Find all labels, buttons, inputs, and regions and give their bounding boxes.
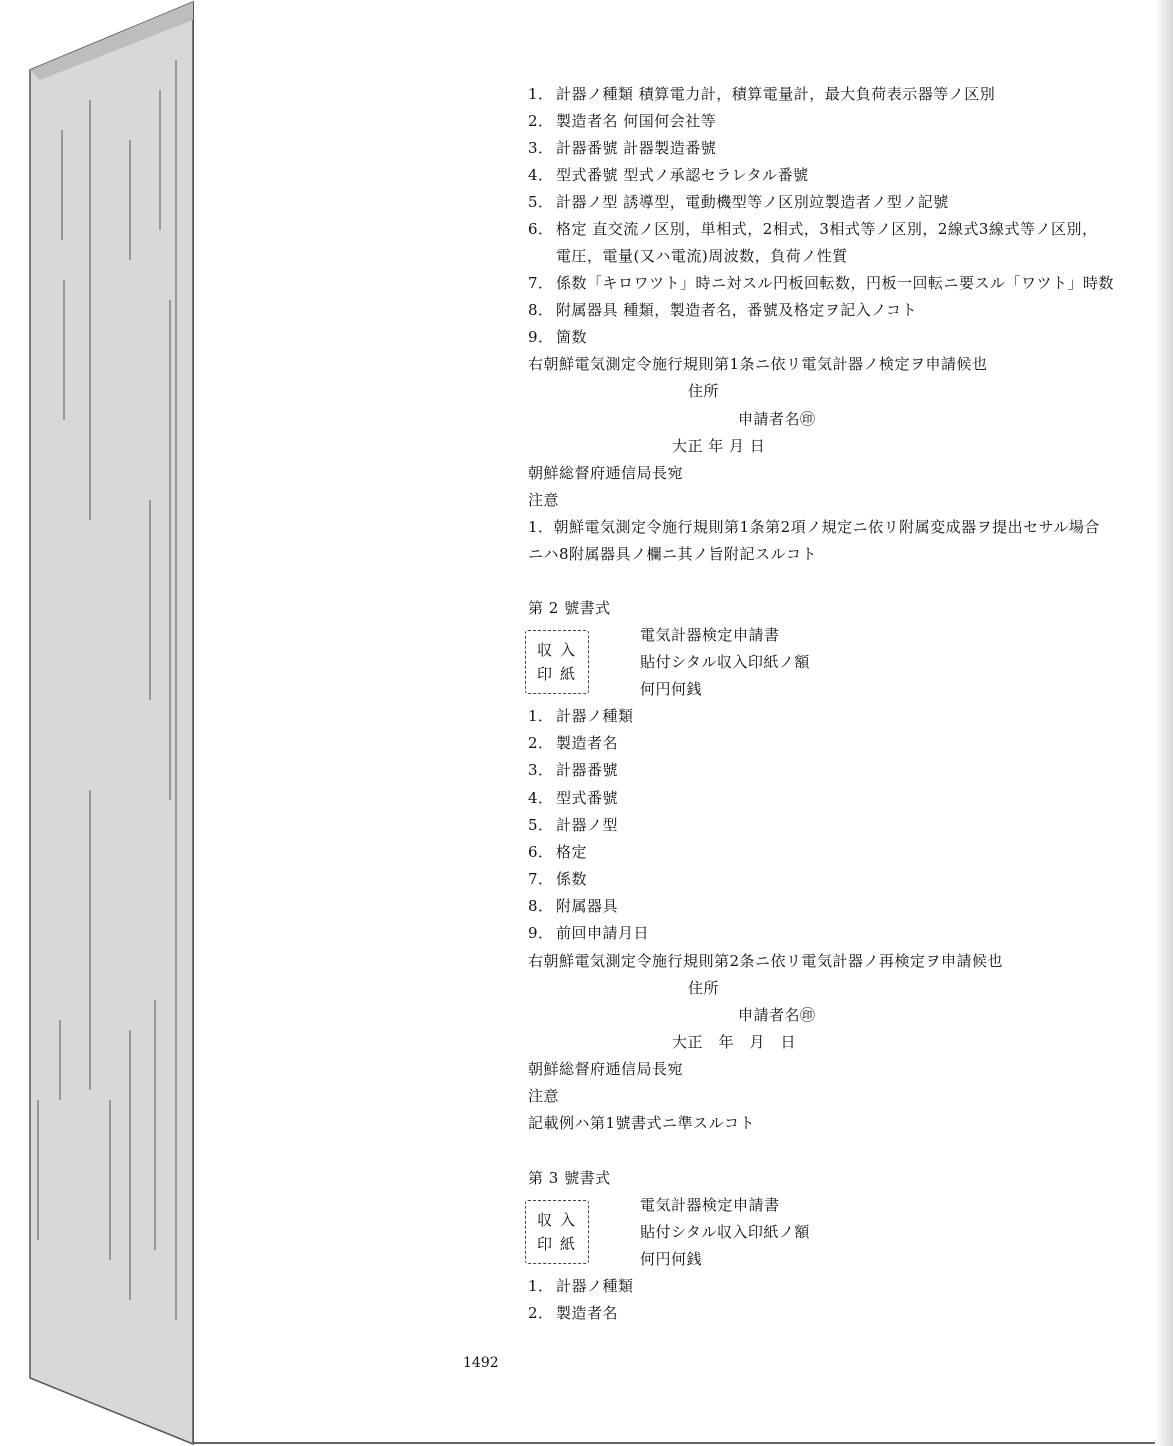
s1-item-8: 8． 附属器具 種類，製造者名，番號及格定ヲ記入ノコト [528,301,918,319]
s2-item-4: 4． 型式番號 [528,789,619,807]
stamp-line-2: 印紙 [536,1235,583,1253]
stamp-line-1: 収入 [536,641,583,659]
s2-title: 電気計器検定申請書 [640,626,780,644]
s3-fee-label: 貼付シタル収入印紙ノ額 [640,1223,810,1241]
s1-declaration: 右朝鮮電気測定令施行規則第1条ニ依リ電気計器ノ検定ヲ申請候也 [528,355,988,373]
book-spine-edge [0,0,200,1446]
s2-item-7: 7． 係数 [528,870,588,888]
s1-item-6-cont: 電圧，電量(又ハ電流)周波数，負荷ノ性質 [556,247,848,265]
s2-addressee: 朝鮮総督府逓信局長宛 [528,1060,684,1078]
s2-item-5: 5． 計器ノ型 [528,816,619,834]
page-number: 1492 [463,1355,499,1371]
s3-title: 電気計器検定申請書 [640,1196,780,1214]
s2-item-9: 9． 前回申請月日 [528,924,650,942]
s1-item-2: 2． 製造者名 何国何会社等 [528,112,717,130]
s2-note-label: 注意 [528,1087,560,1105]
s2-item-1: 1． 計器ノ種類 [528,707,634,725]
s1-item-3: 3． 計器番號 計器製造番號 [528,139,717,157]
s1-address: 住所 [688,382,720,400]
s3-item-1: 1． 計器ノ種類 [528,1277,634,1295]
s2-date: 大正 年 月 日 [672,1033,797,1051]
s2-item-8: 8． 附属器具 [528,897,619,915]
s1-item-9: 9． 箇数 [528,328,588,346]
s2-item-6: 6． 格定 [528,843,588,861]
stamp-line-1: 収入 [536,1211,583,1229]
s1-date: 大正 年 月 日 [672,437,766,455]
s2-item-2: 2． 製造者名 [528,734,619,752]
s2-item-3: 3． 計器番號 [528,761,619,779]
s1-applicant: 申請者名㊞ [738,410,816,428]
s1-addressee: 朝鮮総督府逓信局長宛 [528,464,684,482]
s1-item-6: 6． 格定 直交流ノ区別，単相式，2相式，3相式等ノ区別，2線式3線式等ノ区別， [528,220,1098,238]
s3-item-2: 2． 製造者名 [528,1304,619,1322]
s3-heading: 第 3 號書式 [528,1169,611,1187]
s2-fee-label: 貼付シタル収入印紙ノ額 [640,653,810,671]
s2-heading: 第 2 號書式 [528,599,611,617]
s1-note-label: 注意 [528,491,560,509]
s2-applicant: 申請者名㊞ [738,1006,816,1024]
revenue-stamp-box [525,630,589,694]
s1-note-line1: 1．朝鮮電気測定令施行規則第1条第2項ノ規定ニ依リ附属変成器ヲ提出セサル場合 [528,518,1100,536]
s2-declaration: 右朝鮮電気測定令施行規則第2条ニ依リ電気計器ノ再検定ヲ申請候也 [528,952,1004,970]
s2-note-text: 記載例ハ第1號書式ニ準スルコト [528,1114,756,1132]
s2-fee-value: 何円何銭 [640,680,703,698]
s1-item-4: 4． 型式番號 型式ノ承認セラレタル番號 [528,166,809,184]
revenue-stamp-box-3 [525,1200,589,1264]
s2-address: 住所 [688,979,720,997]
s1-note-line2: ニハ8附属器具ノ欄ニ其ノ旨附記スルコト [528,545,818,563]
s1-item-5: 5． 計器ノ型 誘導型，電動機型等ノ区別竝製造者ノ型ノ記號 [528,193,949,211]
s1-item-7: 7． 係数「キロワツト」時ニ対スル円板回転数，円板一回転ニ要スル「ワツト」時数 [528,274,1115,292]
stamp-line-2: 印紙 [536,665,583,683]
s3-fee-value: 何円何銭 [640,1250,703,1268]
page-shadow [1155,0,1173,1446]
s1-item-1: 1． 計器ノ種類 積算電力計，積算電量計，最大負荷表示器等ノ区別 [528,85,996,103]
